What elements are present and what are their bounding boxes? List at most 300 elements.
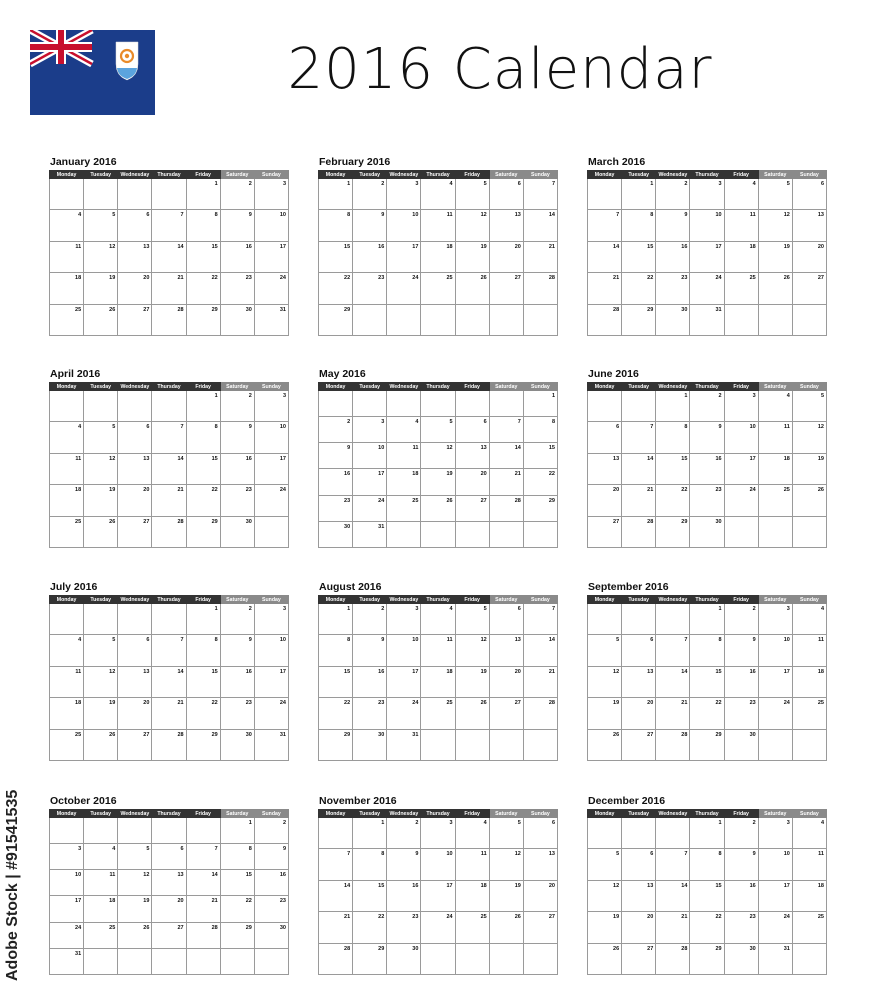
- day-cell: [622, 516, 656, 547]
- day-number: 16: [245, 455, 252, 462]
- day-number: 14: [548, 212, 555, 219]
- day-number: 19: [109, 275, 116, 282]
- week-row: [50, 729, 289, 760]
- day-number: 13: [647, 668, 654, 675]
- month-name: October 2016: [50, 795, 117, 807]
- day-cell: [387, 635, 421, 666]
- day-number: 1: [347, 606, 351, 612]
- day-cell: [588, 422, 622, 453]
- day-number: 3: [282, 606, 286, 612]
- day-cell: [319, 417, 353, 443]
- day-cell: [523, 943, 557, 974]
- day-cell: [724, 912, 758, 943]
- day-cell: [319, 495, 353, 521]
- day-number: 2: [718, 393, 722, 399]
- day-number: 20: [613, 487, 620, 494]
- day-number: 29: [344, 306, 351, 313]
- day-number: 24: [783, 914, 790, 921]
- day-cell: [118, 922, 152, 948]
- day-number: 31: [783, 945, 790, 952]
- week-row: [50, 698, 289, 729]
- day-cell: [758, 179, 792, 210]
- day-cell: [186, 666, 220, 697]
- day-cell: [186, 635, 220, 666]
- day-number: 25: [817, 700, 824, 707]
- day-number: 6: [650, 637, 654, 644]
- day-cell: [186, 453, 220, 484]
- day-cell: [758, 849, 792, 880]
- week-row: [319, 635, 558, 666]
- week-row: [319, 443, 558, 469]
- weekday-header: Monday: [50, 596, 84, 604]
- month-grid: [49, 170, 289, 336]
- weekday-header: Friday: [186, 383, 220, 391]
- day-cell: [118, 516, 152, 547]
- day-cell: [254, 422, 288, 453]
- day-cell: [118, 453, 152, 484]
- day-number: 20: [647, 700, 654, 707]
- day-cell: [220, 210, 254, 241]
- day-number: 6: [517, 181, 521, 187]
- day-cell: [455, 635, 489, 666]
- weekday-header: Wednesday: [118, 596, 152, 604]
- day-number: 2: [381, 181, 385, 187]
- week-row: [588, 273, 827, 304]
- day-number: 18: [446, 243, 453, 250]
- day-cell: [758, 273, 792, 304]
- day-cell: [792, 880, 826, 911]
- day-number: 28: [548, 700, 555, 707]
- day-number: 8: [381, 851, 385, 858]
- day-cell: [622, 729, 656, 760]
- day-number: 25: [446, 275, 453, 282]
- day-cell: [489, 880, 523, 911]
- day-cell: [152, 666, 186, 697]
- day-number: 24: [749, 487, 756, 494]
- weekday-header: Sunday: [523, 383, 557, 391]
- day-number: 10: [75, 872, 82, 879]
- day-cell: [792, 635, 826, 666]
- weekday-header: Sunday: [792, 596, 826, 604]
- day-number: 4: [449, 606, 453, 612]
- day-number: 1: [214, 181, 218, 187]
- day-cell: [724, 698, 758, 729]
- day-cell: [724, 849, 758, 880]
- day-cell: [656, 273, 690, 304]
- day-number: 24: [715, 275, 722, 282]
- week-row: [588, 422, 827, 453]
- month-calendar: [49, 367, 289, 548]
- day-cell: [152, 729, 186, 760]
- day-number: 26: [783, 275, 790, 282]
- day-cell: [421, 241, 455, 272]
- day-cell: [50, 516, 84, 547]
- day-cell: [387, 880, 421, 911]
- week-row: [588, 604, 827, 635]
- day-number: 13: [548, 851, 555, 858]
- day-number: 19: [817, 455, 824, 462]
- weekday-header: Friday: [724, 596, 758, 604]
- day-number: 4: [78, 424, 82, 431]
- day-number: 20: [514, 243, 521, 250]
- day-cell: [118, 422, 152, 453]
- day-cell: [421, 666, 455, 697]
- day-cell: [84, 844, 118, 870]
- day-cell: [758, 912, 792, 943]
- day-number: 30: [245, 518, 252, 525]
- day-number: 8: [214, 212, 218, 219]
- day-cell: [588, 516, 622, 547]
- day-number: 2: [684, 181, 688, 187]
- day-cell: [622, 912, 656, 943]
- day-number: 26: [817, 487, 824, 494]
- day-cell: [50, 485, 84, 516]
- day-cell: [724, 516, 758, 547]
- day-number: 30: [681, 306, 688, 313]
- day-cell: [588, 818, 622, 849]
- day-cell: [50, 391, 84, 422]
- day-number: 7: [347, 851, 351, 858]
- day-cell: [792, 729, 826, 760]
- day-number: 11: [480, 851, 487, 858]
- week-row: [319, 273, 558, 304]
- day-cell: [792, 698, 826, 729]
- day-number: 23: [749, 914, 756, 921]
- weekday-header: Friday: [455, 383, 489, 391]
- day-cell: [588, 273, 622, 304]
- day-number: 24: [75, 924, 82, 931]
- day-cell: [758, 943, 792, 974]
- day-cell: [152, 179, 186, 210]
- weekday-header: Monday: [319, 596, 353, 604]
- day-number: 11: [75, 668, 82, 675]
- day-number: 10: [279, 212, 286, 219]
- day-number: 23: [749, 700, 756, 707]
- day-number: 5: [616, 637, 620, 644]
- day-cell: [455, 495, 489, 521]
- day-cell: [118, 666, 152, 697]
- day-cell: [588, 453, 622, 484]
- weekday-header: Sunday: [792, 383, 826, 391]
- day-cell: [622, 241, 656, 272]
- day-number: 27: [480, 497, 487, 504]
- day-cell: [421, 943, 455, 974]
- weekday-header: Wednesday: [118, 171, 152, 179]
- day-cell: [186, 241, 220, 272]
- day-number: 28: [681, 945, 688, 952]
- day-cell: [690, 604, 724, 635]
- weekday-header: Monday: [319, 383, 353, 391]
- day-cell: [421, 304, 455, 335]
- day-cell: [724, 391, 758, 422]
- week-row: [50, 844, 289, 870]
- weekday-header: Wednesday: [118, 810, 152, 818]
- day-number: 26: [143, 924, 150, 931]
- day-cell: [84, 485, 118, 516]
- day-cell: [724, 273, 758, 304]
- day-cell: [84, 453, 118, 484]
- day-cell: [588, 241, 622, 272]
- day-cell: [588, 698, 622, 729]
- day-number: 11: [818, 637, 824, 644]
- day-cell: [455, 729, 489, 760]
- week-row: [319, 849, 558, 880]
- day-number: 19: [783, 243, 790, 250]
- week-row: [319, 391, 558, 417]
- day-number: 4: [449, 181, 453, 187]
- day-cell: [152, 516, 186, 547]
- day-number: 15: [211, 455, 218, 462]
- weekday-header: Saturday: [220, 596, 254, 604]
- day-cell: [758, 604, 792, 635]
- day-cell: [353, 210, 387, 241]
- weekday-header: Wednesday: [656, 596, 690, 604]
- day-number: 12: [109, 668, 116, 675]
- week-row: [319, 666, 558, 697]
- day-cell: [220, 896, 254, 922]
- day-number: 28: [647, 518, 654, 525]
- day-cell: [489, 729, 523, 760]
- day-cell: [792, 516, 826, 547]
- day-number: 26: [514, 914, 521, 921]
- day-cell: [50, 273, 84, 304]
- weekday-header: Saturday: [220, 171, 254, 179]
- weekday-header: Wednesday: [656, 383, 690, 391]
- week-row: [50, 485, 289, 516]
- day-cell: [353, 818, 387, 849]
- day-cell: [455, 666, 489, 697]
- week-row: [588, 304, 827, 335]
- day-cell: [690, 943, 724, 974]
- day-cell: [455, 943, 489, 974]
- day-cell: [387, 241, 421, 272]
- day-cell: [588, 304, 622, 335]
- day-cell: [455, 818, 489, 849]
- weekday-header: Saturday: [489, 596, 523, 604]
- day-cell: [523, 604, 557, 635]
- day-number: 30: [749, 945, 756, 952]
- day-number: 1: [214, 606, 218, 612]
- day-number: 19: [480, 243, 487, 250]
- day-number: 17: [749, 455, 756, 462]
- weekday-header: Sunday: [792, 171, 826, 179]
- day-cell: [254, 179, 288, 210]
- day-cell: [588, 604, 622, 635]
- day-cell: [622, 849, 656, 880]
- day-number: 5: [517, 820, 521, 826]
- day-cell: [622, 304, 656, 335]
- day-number: 4: [752, 181, 756, 187]
- day-number: 14: [211, 872, 218, 879]
- day-cell: [353, 521, 387, 547]
- day-cell: [84, 273, 118, 304]
- day-number: 3: [415, 606, 419, 612]
- week-row: [319, 880, 558, 911]
- day-cell: [588, 485, 622, 516]
- day-cell: [758, 635, 792, 666]
- day-number: 12: [480, 212, 487, 219]
- day-cell: [455, 912, 489, 943]
- week-row: [319, 698, 558, 729]
- day-number: 25: [817, 914, 824, 921]
- day-number: 24: [279, 275, 286, 282]
- day-cell: [421, 880, 455, 911]
- day-number: 28: [681, 731, 688, 738]
- day-cell: [220, 666, 254, 697]
- day-cell: [387, 417, 421, 443]
- day-cell: [254, 870, 288, 896]
- day-cell: [319, 729, 353, 760]
- day-cell: [118, 604, 152, 635]
- day-number: 14: [514, 445, 521, 452]
- day-cell: [523, 849, 557, 880]
- day-cell: [523, 304, 557, 335]
- day-number: 11: [412, 445, 419, 452]
- week-row: [319, 521, 558, 547]
- day-number: 23: [245, 487, 252, 494]
- day-cell: [622, 635, 656, 666]
- day-number: 27: [548, 914, 555, 921]
- day-cell: [758, 422, 792, 453]
- day-cell: [489, 912, 523, 943]
- day-number: 25: [749, 275, 756, 282]
- weekday-header: Monday: [319, 810, 353, 818]
- day-number: 23: [279, 898, 286, 905]
- day-cell: [254, 948, 288, 974]
- day-number: 9: [381, 637, 385, 644]
- day-cell: [523, 521, 557, 547]
- day-number: 15: [378, 882, 385, 889]
- week-row: [588, 635, 827, 666]
- day-cell: [421, 273, 455, 304]
- day-cell: [656, 179, 690, 210]
- day-number: 28: [177, 518, 184, 525]
- weekday-header: Saturday: [489, 383, 523, 391]
- day-cell: [84, 391, 118, 422]
- month-grid: [318, 382, 558, 548]
- day-number: 27: [143, 518, 150, 525]
- week-row: [588, 391, 827, 422]
- day-number: 6: [517, 606, 521, 612]
- month-name: September 2016: [588, 581, 669, 593]
- day-number: 1: [650, 181, 654, 187]
- day-number: 29: [211, 518, 218, 525]
- day-cell: [656, 943, 690, 974]
- day-number: 16: [279, 872, 286, 879]
- week-row: [50, 870, 289, 896]
- day-cell: [319, 443, 353, 469]
- day-cell: [254, 635, 288, 666]
- day-cell: [588, 880, 622, 911]
- day-cell: [656, 849, 690, 880]
- day-number: 16: [715, 455, 722, 462]
- weekday-header: Tuesday: [353, 383, 387, 391]
- day-cell: [84, 635, 118, 666]
- day-cell: [523, 179, 557, 210]
- day-cell: [622, 485, 656, 516]
- week-row: [588, 943, 827, 974]
- month-calendar: [318, 367, 558, 548]
- day-cell: [220, 485, 254, 516]
- day-number: 21: [211, 898, 218, 905]
- day-cell: [455, 273, 489, 304]
- day-cell: [84, 604, 118, 635]
- day-cell: [387, 469, 421, 495]
- week-row: [588, 179, 827, 210]
- day-number: 15: [548, 445, 555, 452]
- day-number: 9: [248, 637, 252, 644]
- day-number: 1: [718, 820, 722, 826]
- day-cell: [656, 516, 690, 547]
- day-cell: [588, 943, 622, 974]
- day-cell: [421, 391, 455, 417]
- month-calendar: [587, 367, 827, 548]
- day-cell: [254, 698, 288, 729]
- day-cell: [724, 635, 758, 666]
- day-cell: [50, 453, 84, 484]
- weekday-header: Thursday: [690, 383, 724, 391]
- day-cell: [421, 849, 455, 880]
- day-number: 17: [279, 668, 286, 675]
- weekday-header: Wednesday: [387, 171, 421, 179]
- day-cell: [421, 604, 455, 635]
- day-number: 21: [681, 700, 688, 707]
- day-number: 9: [282, 846, 286, 853]
- day-number: 16: [749, 668, 756, 675]
- day-cell: [622, 273, 656, 304]
- day-number: 7: [684, 851, 688, 858]
- day-cell: [724, 729, 758, 760]
- day-number: 30: [412, 945, 419, 952]
- weekday-header: Thursday: [152, 171, 186, 179]
- watermark-text: Adobe Stock | #91541535: [4, 789, 21, 981]
- day-number: 17: [75, 898, 82, 905]
- day-cell: [50, 818, 84, 844]
- weekday-header: Friday: [724, 171, 758, 179]
- day-cell: [186, 304, 220, 335]
- day-number: 10: [412, 212, 419, 219]
- month-grid: [49, 382, 289, 548]
- day-cell: [254, 844, 288, 870]
- month-name: April 2016: [50, 368, 101, 380]
- day-cell: [50, 870, 84, 896]
- day-number: 29: [211, 306, 218, 313]
- weekday-header: Saturday: [758, 596, 792, 604]
- weekday-header: Friday: [186, 810, 220, 818]
- page-title: 2016 Calendar: [287, 37, 713, 102]
- day-number: 29: [211, 731, 218, 738]
- day-cell: [690, 849, 724, 880]
- day-cell: [220, 422, 254, 453]
- day-cell: [724, 485, 758, 516]
- weekday-header: Sunday: [254, 596, 288, 604]
- day-number: 8: [650, 212, 654, 219]
- day-cell: [50, 304, 84, 335]
- day-cell: [353, 273, 387, 304]
- day-cell: [588, 635, 622, 666]
- day-number: 10: [279, 424, 286, 431]
- day-number: 22: [344, 275, 351, 282]
- day-cell: [387, 943, 421, 974]
- day-cell: [421, 179, 455, 210]
- day-cell: [656, 698, 690, 729]
- month-grid: [49, 809, 289, 975]
- day-cell: [50, 729, 84, 760]
- day-cell: [50, 422, 84, 453]
- day-number: 4: [483, 820, 487, 826]
- day-number: 26: [613, 731, 620, 738]
- day-number: 10: [783, 637, 790, 644]
